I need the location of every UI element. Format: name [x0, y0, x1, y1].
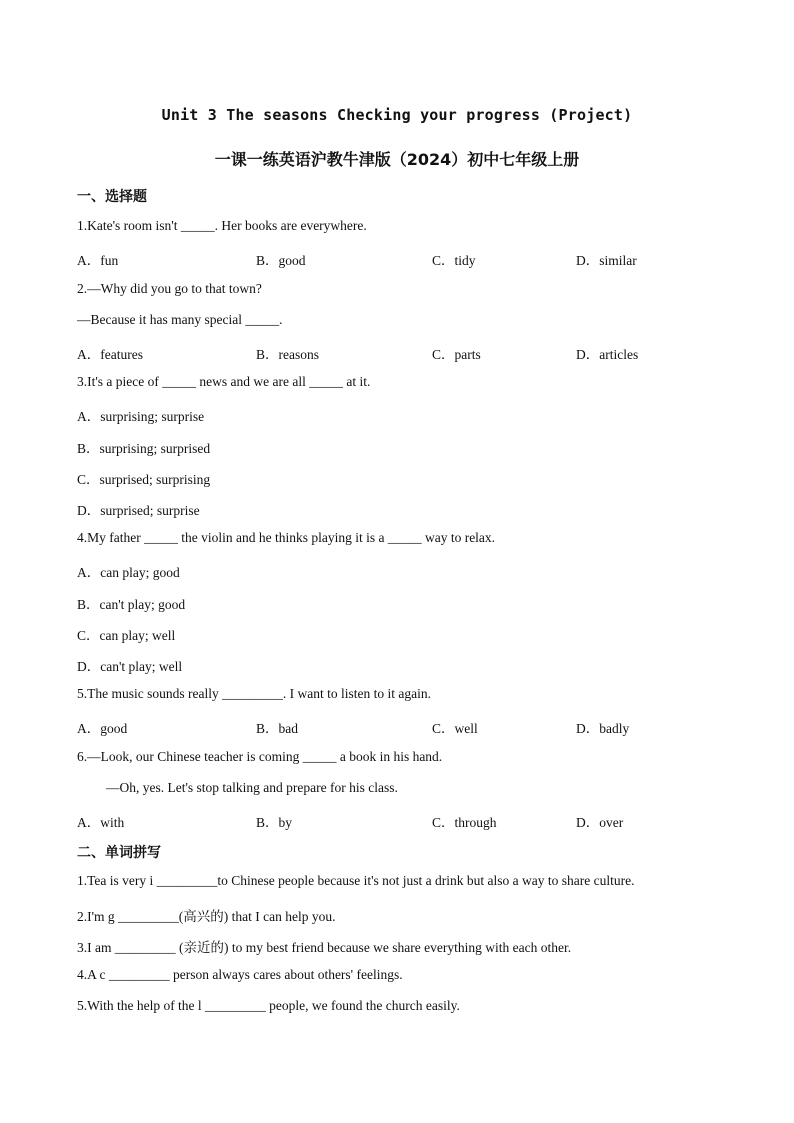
- question-4-stem: 4.My father _____ the violin and he thinks playing it is a _____ way to relax.: [77, 530, 496, 545]
- question-6-option-b: B．by: [256, 815, 293, 830]
- question-6-option-c: C．through: [432, 815, 497, 830]
- question-2-option-d: D．articles: [576, 347, 639, 362]
- question-3-stem: 3.It's a piece of _____ news and we are all _____ at it.: [77, 374, 371, 389]
- question-3-option-b: B．surprising; surprised: [77, 441, 211, 456]
- question-4-option-a: A．can play; good: [77, 565, 180, 580]
- spelling-item-5: 5.With the help of the l _________ people, we found the church easily.: [77, 998, 460, 1013]
- spelling-item-2: 2.I'm g _________(高兴的) that I can help you.: [77, 909, 336, 924]
- question-1-stem: 1.Kate's room isn't _____. Her books are everywhere.: [77, 218, 367, 233]
- question-2-option-b: B．reasons: [256, 347, 319, 362]
- spelling-item-1: 1.Tea is very i _________to Chinese people because it's not just a drink but also a way to share culture.: [77, 873, 635, 888]
- question-4-option-c: C．can play; well: [77, 628, 176, 643]
- question-1-option-c: C．tidy: [432, 253, 476, 268]
- question-6-stem-reply: —Oh, yes. Let's stop talking and prepare for his class.: [106, 780, 398, 795]
- question-2-option-c: C．parts: [432, 347, 481, 362]
- question-6-option-d: D．over: [576, 815, 624, 830]
- question-5-option-c: C．well: [432, 721, 478, 736]
- question-1-option-a: A．fun: [77, 253, 119, 268]
- question-1-option-b: B．good: [256, 253, 306, 268]
- page-title: Unit 3 The seasons Checking your progress (Project): [161, 106, 633, 124]
- question-3-option-a: A．surprising; surprise: [77, 409, 205, 424]
- section-heading-choice: 一、选择题: [77, 189, 147, 205]
- question-3-option-d: D．surprised; surprise: [77, 503, 200, 518]
- question-5-option-a: A．good: [77, 721, 128, 736]
- question-2-stem: 2.—Why did you go to that town?: [77, 281, 262, 296]
- question-5-option-b: B．bad: [256, 721, 298, 736]
- question-1-option-d: D．similar: [576, 253, 637, 268]
- page-subtitle: 一课一练英语沪教牛津版（2024）初中七年级上册: [214, 150, 580, 169]
- question-2-stem-reply: —Because it has many special _____.: [77, 312, 283, 327]
- question-3-option-c: C．surprised; surprising: [77, 472, 211, 487]
- spelling-item-3: 3.I am _________ (亲近的) to my best friend because we share everything with each other.: [77, 940, 572, 955]
- question-5-option-d: D．badly: [576, 721, 630, 736]
- question-6-stem: 6.—Look, our Chinese teacher is coming _____ a book in his hand.: [77, 749, 443, 764]
- question-5-stem: 5.The music sounds really _________. I want to listen to it again.: [77, 686, 431, 701]
- section-heading-spelling: 二、单词拼写: [77, 845, 161, 861]
- question-4-option-b: B．can't play; good: [77, 597, 186, 612]
- spelling-item-4: 4.A c _________ person always cares about others' feelings.: [77, 967, 403, 982]
- question-6-option-a: A．with: [77, 815, 125, 830]
- question-4-option-d: D．can't play; well: [77, 659, 183, 674]
- question-2-option-a: A．features: [77, 347, 143, 362]
